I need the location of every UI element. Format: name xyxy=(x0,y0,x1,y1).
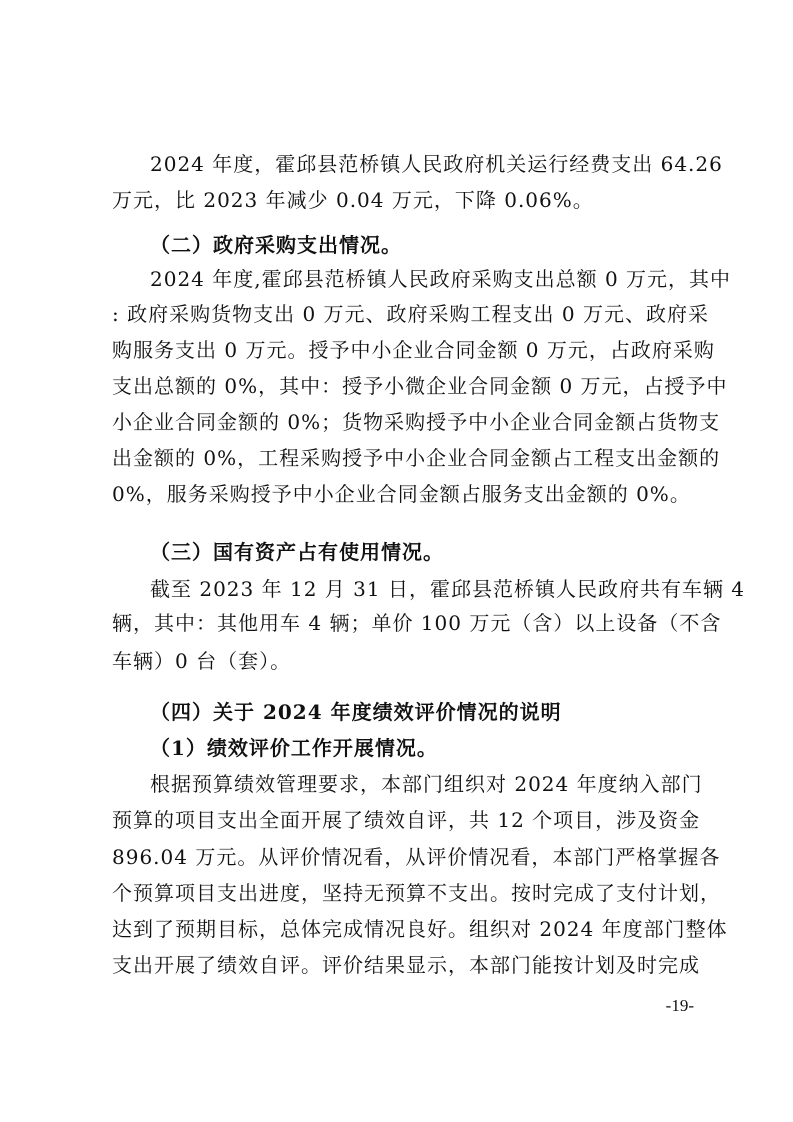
section-3-line-1: 截至 2023 年 12 月 31 日，霍邱县范桥镇人民政府共有车辆 4 xyxy=(150,577,746,601)
section-4-line-1: 根据预算绩效管理要求，本部门组织对 2024 年度纳入部门 xyxy=(150,772,703,796)
section-2-line-1: 2024 年度,霍邱县范桥镇人民政府采购支出总额 0 万元，其中 xyxy=(150,267,732,291)
section-3-heading: （三）国有资产占有使用情况。 xyxy=(150,540,444,564)
paragraph-1-line-2: 万元，比 2023 年减少 0.04 万元，下降 0.06%。 xyxy=(112,188,594,212)
page-number: -19- xyxy=(665,996,694,1015)
section-2-line-7: 0%，服务采购授予中小企业合同金额占服务支出金额的 0%。 xyxy=(112,482,691,506)
section-2-line-3: 购服务支出 0 万元。授予中小企业合同金额 0 万元，占政府采购 xyxy=(112,338,715,362)
section-2-line-5: 小企业合同金额的 0%；货物采购授予中小企业合同金额占货物支 xyxy=(112,410,721,434)
section-3-line-2: 辆，其中：其他用车 4 辆；单价 100 万元（含）以上设备（不含 xyxy=(112,611,722,635)
section-4-line-2: 预算的项目支出全面开展了绩效自评，共 12 个项目，涉及资金 xyxy=(112,808,701,832)
section-4-line-6: 支出开展了绩效自评。评价结果显示，本部门能按计划及时完成 xyxy=(112,953,700,977)
section-2-line-2: : 政府采购货物支出 0 万元、政府采购工程支出 0 万元、政府采 xyxy=(112,302,709,326)
section-4-subheading: （1）绩效评价工作开展情况。 xyxy=(150,736,438,760)
section-4-line-4: 个预算项目支出进度，坚持无预算不支出。按时完成了支付计划， xyxy=(112,881,721,905)
section-4-line-3: 896.04 万元。从评价情况看，从评价情况看，本部门严格掌握各 xyxy=(112,845,721,869)
section-4-line-5: 达到了预期目标，总体完成情况良好。组织对 2024 年度部门整体 xyxy=(112,917,728,941)
paragraph-1-line-1: 2024 年度，霍邱县范桥镇人民政府机关运行经费支出 64.26 xyxy=(150,152,723,176)
section-4-heading: （四）关于 2024 年度绩效评价情况的说明 xyxy=(150,700,562,724)
section-3-line-3: 车辆）0 台（套）。 xyxy=(112,649,292,673)
section-2-line-4: 支出总额的 0%，其中：授予小微企业合同金额 0 万元，占授予中 xyxy=(112,374,728,398)
section-2-line-6: 出金额的 0%，工程采购授予中小企业合同金额占工程支出金额的 xyxy=(112,446,721,470)
section-2-heading: （二）政府采购支出情况。 xyxy=(150,233,402,257)
